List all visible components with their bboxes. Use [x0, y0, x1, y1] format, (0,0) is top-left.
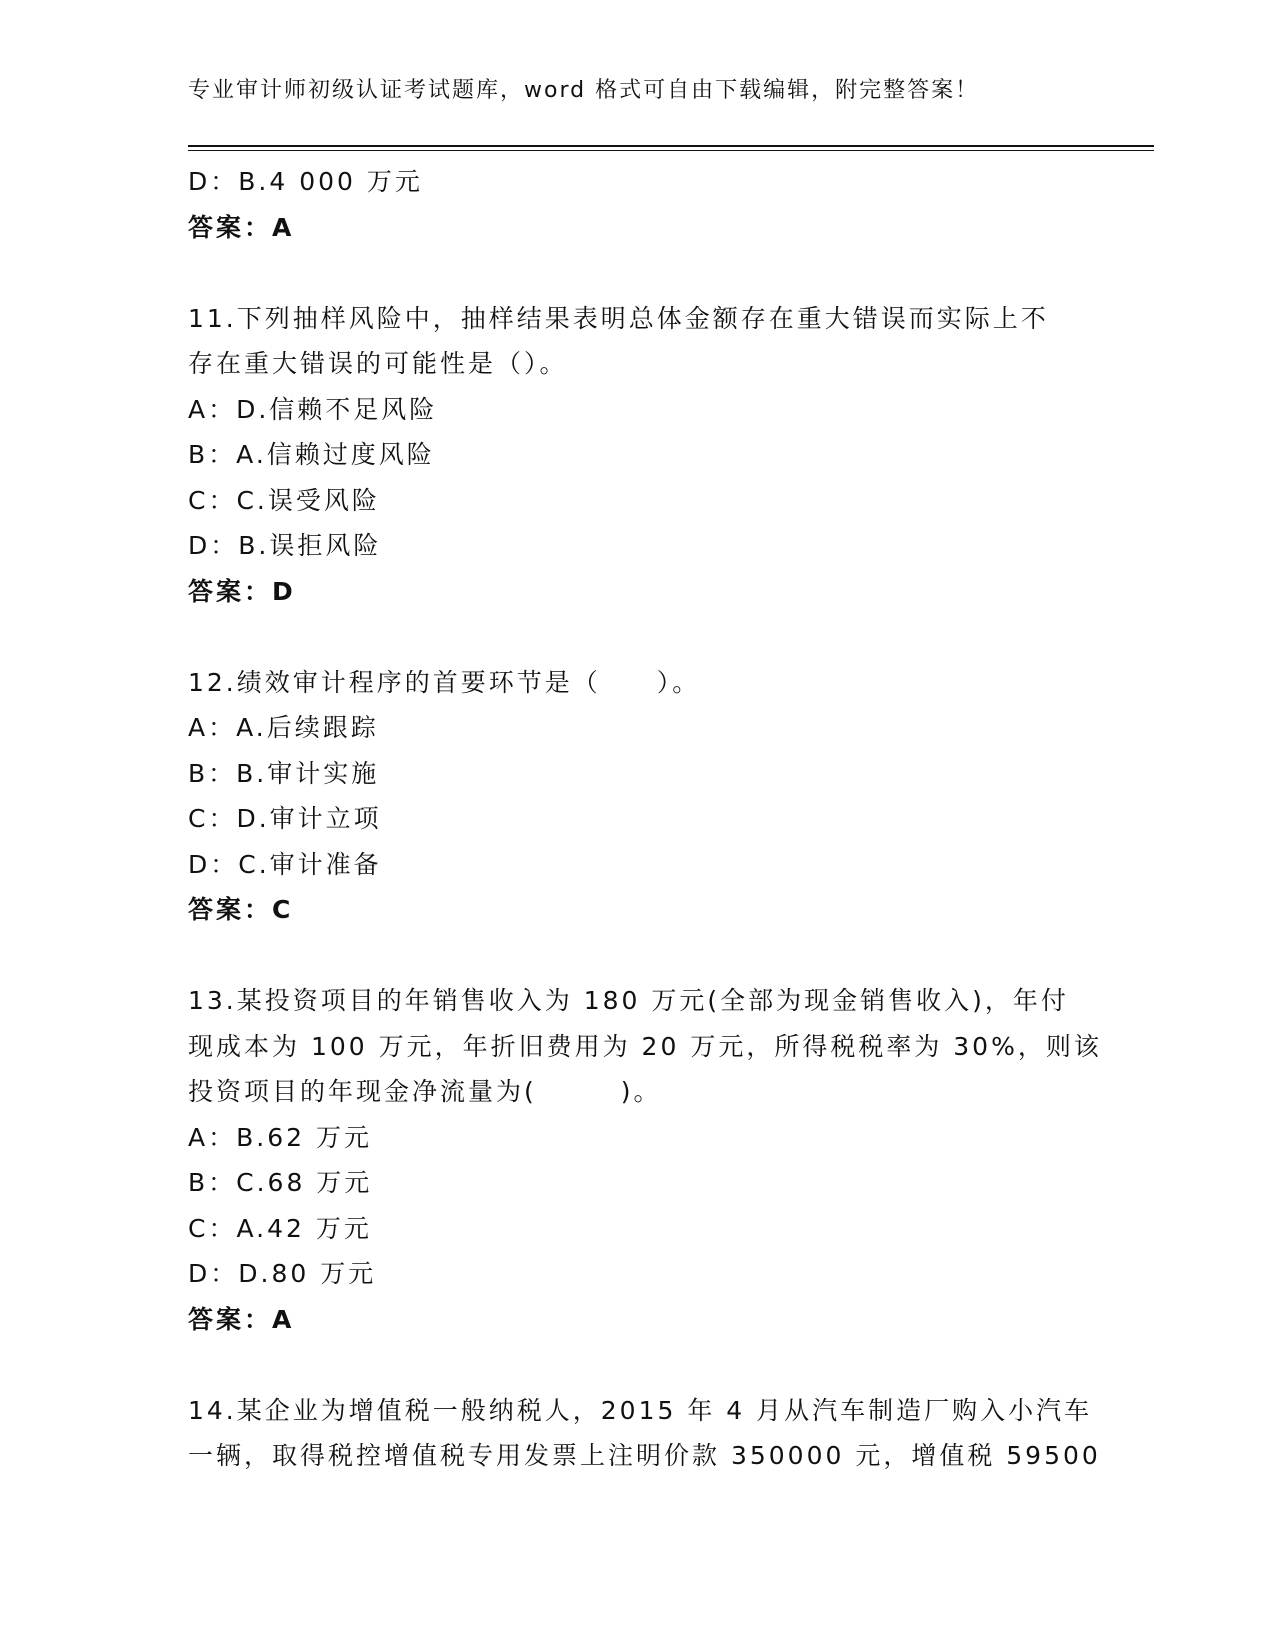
- spacer: [188, 1342, 1088, 1388]
- option-b: B：C.68 万元: [188, 1168, 373, 1197]
- answer-line: 答案：C: [188, 895, 294, 924]
- question-text-line: 13.某投资项目的年销售收入为 180 万元(全部为现金销售收入)，年付: [188, 986, 1069, 1015]
- option-d: D：B.误拒风险: [188, 531, 382, 560]
- answer-line: 答案：A: [188, 1304, 295, 1334]
- option-b: B：B.审计实施: [188, 758, 380, 788]
- page-header: 专业审计师初级认证考试题库，word 格式可自由下载编辑，附完整答案！: [188, 78, 980, 103]
- question-14: [188, 1388, 1101, 1479]
- spacer: [188, 933, 1088, 979]
- option-c: C：C.误受风险: [188, 485, 380, 515]
- question-text-line: 11.下列抽样风险中，抽样结果表明总体金额存在重大错误而实际上不: [188, 303, 1049, 333]
- option-a: A：B.62 万元: [188, 1122, 372, 1152]
- option-d: D：C.审计准备: [188, 849, 382, 879]
- option-a: A：D.信赖不足风险: [188, 394, 438, 424]
- question-text-line: 12.绩效审计程序的首要环节是（ ）。: [188, 667, 701, 697]
- previous-option-d: D：B.4 000 万元: [188, 167, 423, 196]
- option-c: C：A.42 万元: [188, 1213, 372, 1243]
- spacer: [188, 614, 1088, 660]
- question-text-line: 投资项目的年现金净流量为( )。: [188, 1077, 662, 1106]
- header-divider-thick: [188, 145, 1154, 147]
- header-divider-thin: [188, 150, 1154, 151]
- option-b: B：A.信赖过度风险: [188, 440, 435, 469]
- question-13: [188, 978, 1102, 1342]
- question-text-line: 一辆，取得税控增值税专用发票上注明价款 350000 元，增值税 59500: [188, 1441, 1101, 1470]
- question-text-line: 存在重大错误的可能性是（）。: [188, 349, 568, 378]
- question-12: [188, 660, 1088, 933]
- question-text-line: 14.某企业为增值税一般纳税人，2015 年 4 月从汽车制造厂购入小汽车: [188, 1395, 1093, 1425]
- question-text-line: 现成本为 100 万元，年折旧费用为 20 万元，所得税税率为 30%，则该: [188, 1031, 1102, 1061]
- spacer: [188, 250, 1088, 296]
- option-d: D：D.80 万元: [188, 1259, 377, 1288]
- document-body: [188, 159, 1102, 1479]
- previous-answer: 答案：A: [188, 212, 295, 242]
- option-a: A：A.后续跟踪: [188, 713, 379, 742]
- option-c: C：D.审计立项: [188, 804, 382, 833]
- question-11: [188, 296, 1088, 615]
- answer-line: 答案：D: [188, 576, 296, 606]
